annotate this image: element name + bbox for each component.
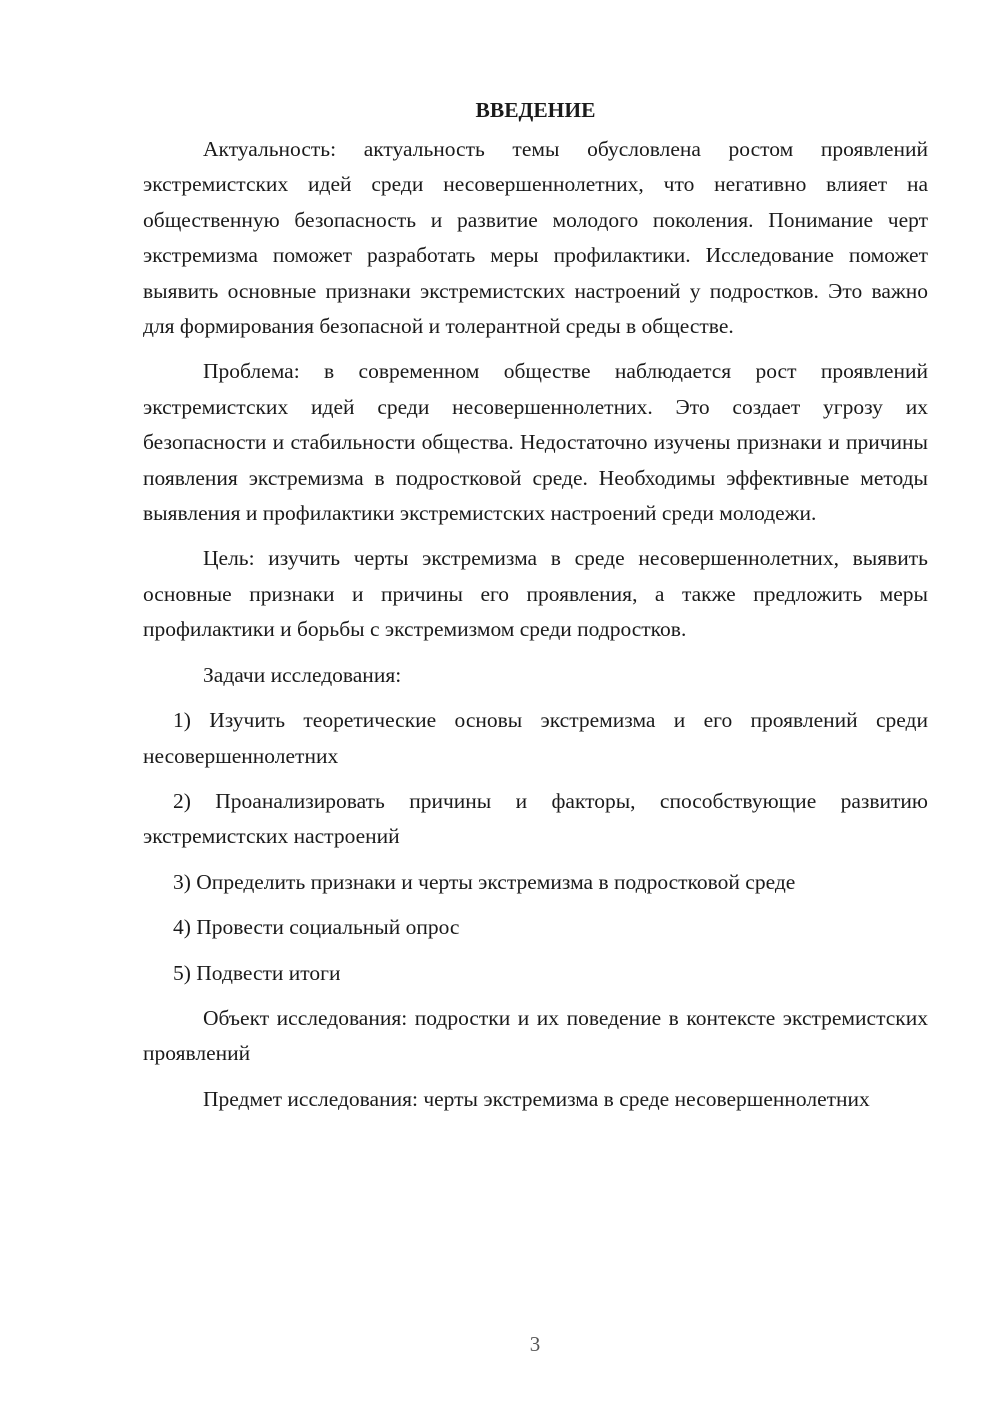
list-item: 5) Подвести итоги [173, 960, 341, 985]
list-item: 2) Проанализировать причины и факторы, способствующие развитию экстремистских настроений [143, 788, 928, 849]
tasks-list [143, 703, 928, 991]
document-page [143, 92, 928, 1127]
list-item: 3) Определить признаки и черты экстремизма в подростковой среде [173, 869, 796, 894]
goal-paragraph: Цель: изучить черты экстремизма в среде несовершеннолетних, выявить основные признаки и причины его проявления, а также предложить меры профилактики и борьбы с экстремизмом среди подростков. [143, 546, 928, 642]
tasks-heading: Задачи исследования: [203, 662, 402, 687]
object-paragraph: Объект исследования: подростки и их поведение в контексте экстремистских проявлений [143, 1005, 928, 1066]
list-item: 4) Провести социальный опрос [173, 915, 460, 940]
page-title: ВВЕДЕНИЕ [475, 98, 596, 122]
list-item: 1) Изучить теоретические основы экстремизма и его проявлений среди несовершеннолетних [143, 708, 928, 768]
page-number: 3 [529, 1332, 541, 1356]
relevance-paragraph: Актуальность: актуальность темы обусловлена ростом проявлений экстремистских идей среди несовершеннолетних, что негативно влияет на общественную безопасность и развитие молодого поколения. Понимание черт экстремизма поможет разработать меры профилактики. Исследование поможет выявить основные признаки экстремистских настроений у подростков. Это важно для формирования безопасной и толерантной среды в обществе. [143, 137, 928, 339]
problem-paragraph: Проблема: в современном обществе наблюдается рост проявлений экстремистских идей среди несовершеннолетних. Это создает угрозу их безопасности и стабильности общества. Недостаточно изучены признаки и причины появления экстремизма в подростковой среде. Необходимы эффективные методы выявления и профилактики экстремистских настроений среди молодежи. [143, 359, 928, 526]
subject-paragraph: Предмет исследования: черты экстремизма в среде несовершеннолетних [203, 1086, 870, 1111]
